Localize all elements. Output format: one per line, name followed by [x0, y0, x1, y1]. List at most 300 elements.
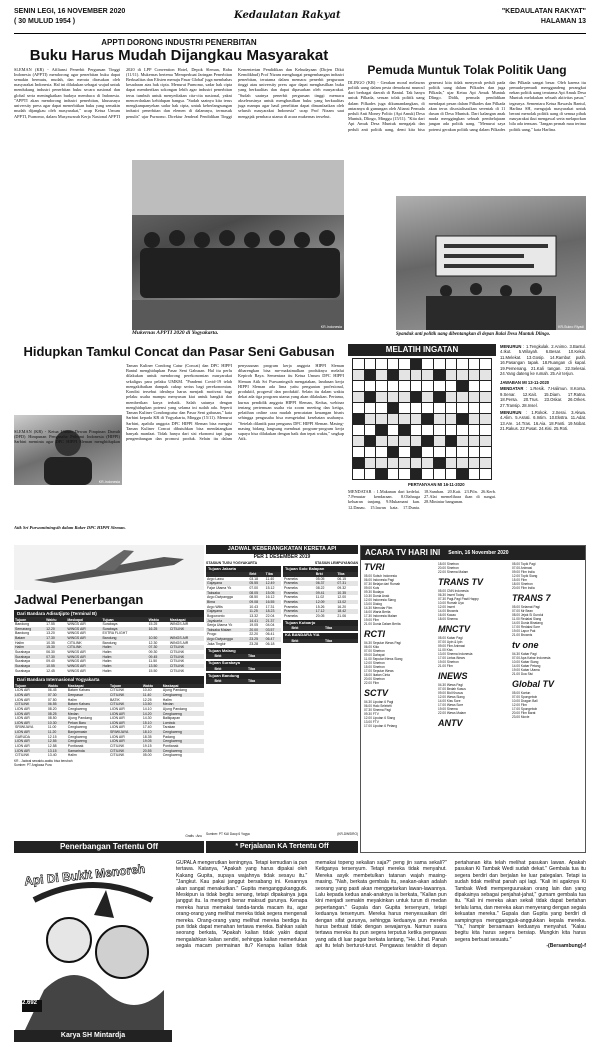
tv-program: 10.00 Kabar Siang — [512, 659, 539, 664]
tv-channel — [438, 577, 508, 621]
crossword-cell[interactable] — [468, 436, 480, 447]
crossword-cell[interactable] — [422, 469, 434, 480]
crossword-cell[interactable] — [387, 436, 399, 447]
crossword-cell[interactable] — [364, 458, 376, 469]
flight-dom-title: Dari Bandara Adisutjipto (Terminal B) — [14, 610, 204, 617]
crossword-cell[interactable] — [387, 414, 399, 425]
crossword-cell[interactable] — [480, 414, 492, 425]
crossword-cell[interactable] — [434, 359, 446, 370]
table-cell: Halim — [67, 697, 77, 702]
crossword-cell[interactable] — [422, 403, 434, 414]
crossword-cell[interactable] — [445, 370, 457, 381]
table-cell: WINGS AIR — [67, 650, 86, 655]
crossword-cell[interactable] — [468, 403, 480, 414]
crossword-cell[interactable] — [468, 392, 480, 403]
crossword-cell[interactable] — [364, 469, 376, 480]
crossword-cell[interactable] — [468, 425, 480, 436]
tv-program: 16.00 Warta Berita — [364, 609, 391, 614]
page-header — [14, 8, 586, 34]
column-header — [206, 654, 213, 659]
tv-program: 09.00 Film Animasi — [438, 643, 465, 648]
table-cell: CITILINK — [109, 688, 125, 693]
photo-caption: Mukernas APPTI 2020 di Yogyakarta. — [132, 330, 219, 336]
crossword-cell[interactable] — [457, 425, 469, 436]
table-cell: 07.50 — [47, 697, 57, 702]
crossword-cell[interactable] — [399, 359, 411, 370]
crossword-cell[interactable] — [376, 403, 388, 414]
tv-program: 12.00 Indonesia Siang — [364, 597, 396, 602]
crossword-block — [445, 436, 457, 447]
table-cell: Cengkareng — [67, 739, 109, 744]
crossword-cell[interactable] — [399, 381, 411, 392]
table-cell: Denpasar — [67, 693, 109, 698]
crossword-cell[interactable] — [422, 392, 434, 403]
table-cell: 13.15 — [47, 748, 67, 753]
crossword-cell[interactable] — [410, 458, 422, 469]
crossword-cell[interactable] — [353, 447, 365, 458]
tv-title: ACARA TV HARI INI — [365, 548, 441, 558]
table-cell: Halim — [101, 664, 147, 669]
crossword-cell[interactable] — [457, 370, 469, 381]
crossword-cell[interactable] — [480, 392, 492, 403]
crossword-side-clues — [500, 344, 586, 540]
table-cell: 04.04 — [265, 623, 275, 628]
table-cell: CITILINK — [169, 627, 204, 632]
table-cell: Cengkareng — [162, 748, 204, 753]
crossword-cell[interactable] — [468, 381, 480, 392]
crossword-cell[interactable] — [434, 436, 446, 447]
table-cell: 12.25 — [142, 697, 152, 702]
crossword-cell[interactable] — [353, 359, 365, 370]
table-cell: 17.55 — [46, 622, 55, 627]
table-cell: Argo Dwipangga — [206, 637, 248, 642]
table-cell: EXTRA FLIGHT — [102, 631, 128, 636]
table-cell: 06.15 — [337, 576, 347, 581]
crossword-cell[interactable] — [353, 370, 365, 381]
crossword-cell[interactable] — [434, 447, 446, 458]
table-cell: 07.30 — [45, 654, 66, 659]
masthead-logo: Kedaulatan Rakyat — [234, 10, 341, 21]
table-cell: CITILINK — [169, 650, 185, 655]
tv-program: 20.00 Sinetron — [438, 566, 459, 570]
flight-intl-title: Dari Bandara Internasional Yogyakarta — [14, 676, 204, 683]
crossword-cell[interactable] — [353, 392, 365, 403]
tv-program: 11.00 Seputar iNews Siang — [364, 656, 403, 661]
crossword-cell[interactable] — [387, 425, 399, 436]
crossword-cell[interactable] — [399, 392, 411, 403]
crossword-cell[interactable] — [410, 414, 422, 425]
flight-dom-table — [14, 617, 204, 673]
table-cell: Balikpapan — [162, 716, 181, 721]
crossword-cell[interactable] — [480, 469, 492, 480]
column-header: Maskapai — [169, 617, 204, 622]
crossword-cell[interactable] — [468, 414, 480, 425]
crossword-cell[interactable] — [445, 359, 457, 370]
table-cell: 08.25 — [47, 711, 67, 716]
tv-channel-logo: RCTI — [364, 628, 385, 639]
table-cell: 08.05 — [248, 591, 264, 596]
column-header: Maskapai — [67, 684, 109, 689]
column-header: Tiba — [247, 679, 281, 684]
tv-program: 10.00 Dragon Ball — [512, 698, 538, 703]
crossword-cell[interactable] — [434, 425, 446, 436]
crossword-cell[interactable] — [445, 414, 457, 425]
crossword-cell[interactable] — [364, 447, 376, 458]
table-cell: CITILINK — [169, 668, 185, 673]
tv-program: 17.00 iNews Sore — [438, 702, 464, 707]
group-photo-illustration — [132, 160, 344, 330]
crossword-cell[interactable] — [399, 447, 411, 458]
photo-spanduk — [396, 196, 586, 330]
table-cell: 05.55 — [248, 581, 264, 586]
tv-program: 17.00 Redaksi Sore — [512, 624, 540, 629]
crossword-cell[interactable] — [399, 469, 411, 480]
crossword-block — [457, 469, 469, 480]
crossword-cell[interactable] — [422, 381, 434, 392]
table-cell: LION AIR — [15, 744, 30, 749]
table-cell: 14.41 — [248, 618, 264, 623]
tv-channel-logo: INEWS — [438, 670, 468, 681]
tv-program: 19.00 Sinema — [438, 706, 458, 711]
crossword-cell[interactable] — [410, 403, 422, 414]
table-cell: 12.00 — [337, 595, 347, 600]
table-cell: Bima — [206, 600, 248, 605]
crossword-cell[interactable] — [457, 436, 469, 447]
tv-channel — [438, 624, 508, 668]
table-cell: 08.50 — [249, 595, 259, 600]
crossword-cell[interactable] — [468, 370, 480, 381]
column-header: Maskapai — [162, 684, 204, 689]
crossword-cell[interactable] — [434, 469, 446, 480]
table-cell: CITILINK — [109, 693, 142, 698]
table-cell: Cengkareng — [162, 711, 204, 716]
table-cell: LION AIR — [14, 721, 47, 726]
story-appti — [14, 38, 344, 336]
table-cell: LION AIR — [109, 716, 125, 721]
table-cell: 18.10 — [142, 730, 162, 735]
table-cell: WINGS AIR — [66, 654, 101, 659]
table-cell: CITILINK — [109, 748, 142, 753]
crossword-cell[interactable] — [399, 436, 411, 447]
crossword-cell[interactable] — [376, 447, 388, 458]
table-cell: Halim — [102, 668, 112, 673]
flight-title: Jadwal Penerbangan — [14, 592, 144, 607]
table-cell: Argo Lawu — [207, 576, 224, 581]
crossword-cell[interactable] — [434, 414, 446, 425]
crossword-cell[interactable] — [422, 458, 434, 469]
tv-program: 07.00 Sinetron — [364, 648, 385, 653]
crossword-title: MELATIH INGATAN — [348, 344, 496, 356]
crossword-cell[interactable] — [364, 403, 376, 414]
crossword-cell[interactable] — [468, 359, 480, 370]
crossword-cell[interactable] — [445, 392, 457, 403]
tv-channel-logo: tv one — [512, 639, 539, 650]
tv-channel — [364, 629, 434, 685]
table-cell: Taksaka — [206, 591, 248, 596]
crossword-cell[interactable] — [422, 447, 434, 458]
crossword-cell[interactable] — [457, 359, 469, 370]
table-cell: Banjarmasin — [67, 730, 109, 735]
table-cell: Batam Kaharu — [67, 688, 91, 693]
table-cell: WINGS AIR — [169, 622, 189, 627]
crossword-cell[interactable] — [480, 447, 492, 458]
crossword-cell[interactable] — [376, 414, 388, 425]
crossword-cell[interactable] — [422, 425, 434, 436]
serial-illustration — [14, 860, 172, 1042]
table-cell: Medan — [67, 711, 109, 716]
crossword-cell[interactable] — [364, 381, 376, 392]
crossword-cell[interactable] — [353, 403, 365, 414]
tv-channel-logo: SCTV — [364, 687, 389, 698]
photo-spacer — [14, 363, 120, 429]
table-cell: 23.25 — [248, 637, 264, 642]
banner-photo-illustration — [396, 196, 586, 330]
crossword-cell[interactable] — [457, 392, 469, 403]
table-cell: Prameks — [284, 576, 298, 581]
crossword-cell[interactable] — [376, 458, 388, 469]
train-table-surabaya — [206, 667, 281, 672]
table-cell: 12.30 — [148, 640, 158, 645]
crossword-cell[interactable] — [445, 425, 457, 436]
tv-program: 22.00 Film — [364, 680, 379, 685]
crossword-cell[interactable] — [376, 392, 388, 403]
table-cell: WINGS AIR — [67, 622, 86, 627]
tv-channel — [364, 562, 434, 626]
column-header — [206, 679, 213, 684]
crossword-cell[interactable] — [480, 370, 492, 381]
serial-body: GUPALA mengerutkan keningnya. Tetapi kemudian ia pun tertawa. Katanya, "Apakah yang harus dipakai oleh Kakang Gupita, supaya wajahnya tidak sesayu itu." "Jangkut. Kau pakai janggut bersabang ini. Kesannya akan sangat menakutkan." Gupita menganggukanggutk. Meskipun ia tidak begitu senang, tetapi dipakainya juga janggut itu. Ia mengerti benar maksud gurunya. Kenapa mereka harus memakai tanda-tanda macam itu, agar orang-orang yang melihat mereka tidak segera mengenali mereka. Orang-orang yang melihat mereka berdiga itu pun tidak dapat menahan tertawa mereka. Bahkan salah seorang berkata, "Apakah kalian tidak yakin dapat mengalahkan kalian sendiri, sehingga kalian memerlukan segala macam permainan itu? Kenapa kalian tidak memakai topeng sekalian saja?" peng jin sama sekali?" Ketiganya tersenyum. Tetapi mereka tidak menyahut. Mereka asyik membetulkan tatanan wajah masing-masing. "Nah, berkata gembala itu, seakan-akan adalah seorang yang pasti akan menggetarkan lawan-lawannya. Lalu kepada kedua anak-anaknya ia berkata, "Kalian pun kini menjadi semakin meyakinkan untuk turun di medan pepertangan." Gupala dan Gupita tersenyum, tetapi keduanya tersenyum. Mereka harus menyesuaikan diri dengan sifat gurunya, sehingga keduanya pun mereka harus berbuat tidak dengan sewajarnya. Namun suara tertawa mereka itu pun segera terputus ketika pengawas yang ada di luar pagar berkata lantang, "He. Lihat. Panah api itu telah berturut-turut. Pengawas terakhir di depan pertahanan kita telah melihat pasukan lawan. Apakah pasukan Ki Tambak Wedi sudah dekat." Gembala tua itu segera berdiri dan berjalan ke luar pategalan. Tetapi ia sudah tidak melihat panah api lagi. "Kali ini agaknya Ki Tambak Wedi memperguunakan orang lain dan yang dipakainya sebagai penjahat-jahat," gumam gembala tua itu. "Kali ini mereka akan sekali tidak dapat bertahan terlalu lama, dan mereka akan menyerang dengan segala kekuatan mereka." Gupala dan Gupita yang berdiri di sampingnya menggangguk-anggukkan kepala mereka. "Ya," hampir bersamaan keduanya menyahut. "Kalau begitu kita harus segera bersiap. Mungkin kita harus segera berbuat sesuatu." — [176, 860, 586, 950]
table-cell: 11.25 — [248, 609, 264, 614]
crossword-cell[interactable] — [364, 359, 376, 370]
crossword-cell[interactable] — [434, 403, 446, 414]
table-cell: LION AIR — [109, 739, 142, 744]
table-cell: Surabaya — [15, 659, 30, 664]
crossword-cell[interactable] — [376, 370, 388, 381]
tv-channel — [512, 640, 582, 676]
table-cell: 09.08 — [248, 600, 264, 605]
crossword-cell[interactable] — [480, 458, 492, 469]
table-cell: Pekan Baru — [67, 721, 109, 726]
table-cell: 08.20 — [47, 706, 57, 711]
column-header: Tujuan — [14, 617, 45, 622]
table-cell: 06.41 — [265, 632, 275, 637]
table-cell: 09.32 — [337, 586, 347, 591]
table-cell: Fajar Utama Yk — [207, 586, 232, 591]
crossword-block — [364, 436, 376, 447]
table-cell: Medan — [162, 702, 204, 707]
train-subtitle: PER 1 DESEMBER 2019 — [253, 553, 311, 560]
crossword-block — [387, 447, 399, 458]
crossword-block — [353, 458, 365, 469]
crossword-cell[interactable] — [353, 425, 365, 436]
table-cell: Bandung — [101, 636, 147, 641]
crossword-cell[interactable] — [387, 392, 399, 403]
crossword-cell[interactable] — [445, 381, 457, 392]
crossword-cell[interactable] — [399, 403, 411, 414]
crossword-cell[interactable] — [376, 381, 388, 392]
table-cell: 11.20 — [47, 730, 67, 735]
tv-program: 23.00 Movie — [512, 714, 530, 719]
crossword-cell[interactable] — [468, 447, 480, 458]
table-cell: Surabaya — [14, 654, 45, 659]
table-cell: 16.12 — [265, 595, 275, 600]
crossword-block — [376, 469, 388, 480]
table-cell: 14.30 — [142, 716, 152, 721]
crossword-cell[interactable] — [353, 469, 365, 480]
crossword-box — [348, 344, 586, 540]
table-cell: Batam Kaharu — [67, 702, 109, 707]
tv-channel — [438, 671, 508, 715]
crossword-table[interactable] — [352, 358, 492, 480]
crossword-cell[interactable] — [387, 381, 399, 392]
table-cell: 05.05 — [315, 576, 325, 581]
photo-credit: KR-Sukro Riyadi — [558, 324, 584, 329]
crossword-cell[interactable] — [480, 403, 492, 414]
crossword-block — [399, 425, 411, 436]
table-cell: 15.30 — [45, 645, 66, 650]
crossword-cell[interactable] — [364, 425, 376, 436]
crossword-cell[interactable] — [422, 359, 434, 370]
crossword-cell[interactable] — [445, 469, 457, 480]
tv-program: 12.00 Liputan 6 Siang — [364, 715, 396, 720]
column-header: Brkt — [290, 626, 324, 631]
crossword-cell[interactable] — [387, 469, 399, 480]
table-cell: CITILINK — [66, 645, 101, 650]
table-cell: 12.15 — [47, 734, 57, 739]
table-cell: 03.18 — [249, 576, 259, 581]
comic-caption: Karya SH Mintardja — [14, 1030, 172, 1042]
crossword-cell[interactable] — [364, 414, 376, 425]
crossword-block — [422, 414, 434, 425]
table-cell: LION AIR — [14, 711, 47, 716]
train-sec-kutoarjo: Tujuan Kutoarjo — [283, 620, 358, 626]
table-cell: 08.50 — [47, 716, 57, 721]
table-cell: LION AIR — [15, 688, 30, 693]
crossword-cell[interactable] — [457, 458, 469, 469]
column-header: Tiba — [324, 626, 358, 631]
table-cell: 19.05 — [249, 623, 259, 628]
table-cell: 16.55 — [265, 600, 281, 605]
table-cell: Pontianak — [162, 744, 179, 749]
station-lempuyangan: STASIUN LEMPUYANGAN — [314, 560, 358, 565]
crossword-cell[interactable] — [468, 469, 480, 480]
crossword-grid[interactable] — [352, 358, 492, 480]
crossword-cell[interactable] — [445, 403, 457, 414]
crossword-cell[interactable] — [445, 458, 457, 469]
crossword-cell[interactable] — [434, 381, 446, 392]
table-cell: 12.55 — [47, 739, 67, 744]
crossword-block — [410, 359, 422, 370]
crossword-cell[interactable] — [480, 436, 492, 447]
table-cell: Halim — [101, 645, 147, 650]
table-cell: LION AIR — [14, 730, 47, 735]
crossword-cell[interactable] — [410, 381, 422, 392]
tv-date: Senin, 16 November 2020 — [448, 549, 509, 556]
tv-program: 21.00 Dua Sisi — [512, 671, 533, 676]
train-table-kutoarjo — [283, 626, 358, 631]
table-cell: 13.02 — [336, 600, 358, 605]
crossword-cell[interactable] — [457, 447, 469, 458]
airplane-icon — [14, 545, 204, 590]
crossword-cell[interactable] — [399, 370, 411, 381]
table-cell: LION AIR — [109, 725, 125, 730]
crossword-cell[interactable] — [387, 359, 399, 370]
tv-schedule — [360, 545, 586, 853]
table-cell: 15.26 — [315, 604, 325, 609]
crossword-cell[interactable] — [410, 370, 422, 381]
table-cell: 13.40 — [47, 753, 57, 758]
table-cell: LION AIR — [109, 734, 125, 739]
tv-program: 07.30 Sinema Pagi — [364, 707, 391, 712]
tv-program: 19.00 Kabar Utama — [512, 667, 540, 672]
table-cell: LION AIR — [109, 721, 142, 726]
crossword-cell[interactable] — [422, 370, 434, 381]
tv-program: 18.00 Sinetron — [512, 582, 533, 586]
photo-credit: KR-Indonesia — [320, 324, 342, 329]
crossword-cell[interactable] — [457, 403, 469, 414]
tv-program: 09.00 Kuis — [364, 585, 380, 590]
train-table-malang — [206, 654, 281, 659]
crossword-cell[interactable] — [399, 458, 411, 469]
crossword-cell[interactable] — [376, 359, 388, 370]
tv-program: 06.00 Indonesia Pagi — [364, 577, 394, 582]
crossword-cell[interactable] — [445, 447, 457, 458]
crossword-cell[interactable] — [480, 359, 492, 370]
train-sec-jakarta: Tujuan Jakarta — [206, 566, 281, 572]
tv-program: 17.00 Liputan 6 Petang — [364, 723, 397, 728]
story-kicker: APPTI DORONG INDUSTRI PENERBITAN — [101, 38, 257, 47]
crossword-cell[interactable] — [468, 458, 480, 469]
tv-program: 07.00 Bedah Kasus — [438, 686, 466, 691]
tv-program: 07.00 Apa Kabar Indonesia — [512, 655, 551, 660]
photo-credit: KR-Indonesia — [98, 479, 120, 484]
crossword-cell[interactable] — [399, 414, 411, 425]
train-sec-bandung: Tujuan Bandung — [206, 673, 281, 679]
paper-name: "KEDAULATAN RAKYAT" — [501, 8, 586, 15]
crossword-cell[interactable] — [353, 381, 365, 392]
tv-program: 12.00 Film — [512, 702, 527, 707]
tv-program: 09.30 Budaya — [364, 589, 384, 594]
table-cell: Bandung — [102, 640, 117, 645]
table-cell: 18.42 — [336, 609, 358, 614]
crossword-cell[interactable] — [387, 458, 399, 469]
crossword-cell[interactable] — [410, 436, 422, 447]
tv-program: 18.00 Sinema — [438, 616, 458, 621]
crossword-cell[interactable] — [376, 436, 388, 447]
crossword-cell[interactable] — [480, 381, 492, 392]
table-cell: LION AIR — [15, 697, 30, 702]
table-cell: 16.20 — [337, 604, 347, 609]
table-cell: CITILINK — [169, 659, 185, 664]
flight-source: Sumber: PT Angkasa Pura — [14, 762, 52, 767]
table-cell: Halim — [162, 697, 172, 702]
table-cell: Argo Dwipangga — [207, 595, 233, 600]
tv-program: 04.30 Seputar iNews Pagi — [364, 640, 401, 645]
table-cell: WINGS AIR — [66, 636, 101, 641]
story-body — [14, 363, 344, 533]
tv-program: 09.00 Dahsyat — [364, 652, 385, 657]
table-cell: Prameks — [283, 591, 315, 596]
crossword-cell[interactable] — [480, 425, 492, 436]
table-cell: 06.37 — [315, 581, 337, 586]
tv-program: 14.00 Brownis — [438, 608, 459, 613]
crossword-cell[interactable] — [410, 425, 422, 436]
column-header: Tiba — [265, 572, 281, 577]
crossword-cell[interactable] — [353, 436, 365, 447]
table-cell: BATIK — [109, 697, 120, 702]
train-row — [283, 614, 358, 619]
tv-program: 05.00 Topik Pagi — [512, 562, 536, 566]
